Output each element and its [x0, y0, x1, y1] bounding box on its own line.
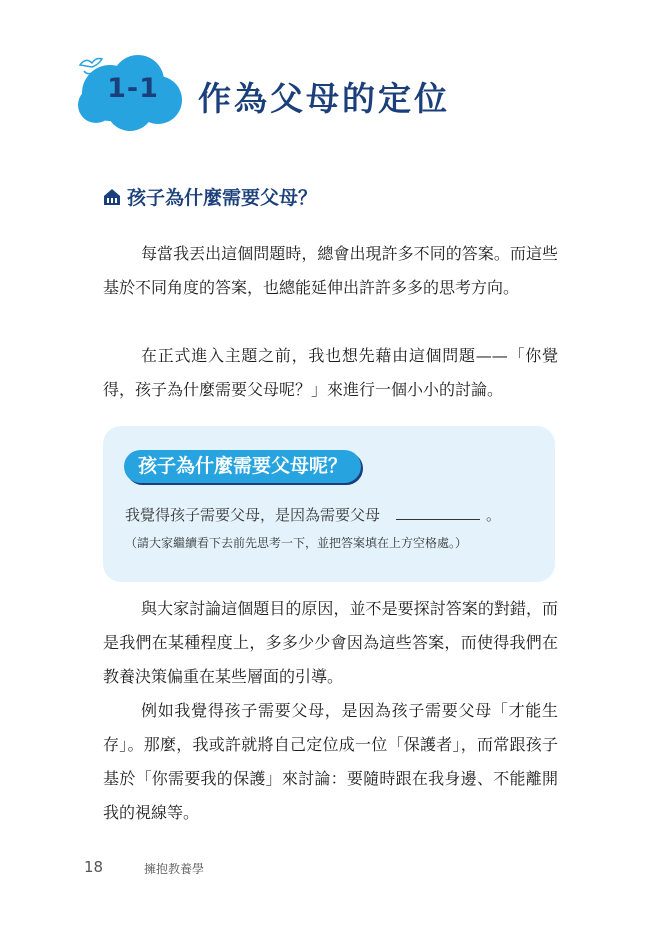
house-icon: [103, 188, 121, 206]
paragraph-4: 例如我覺得孩子需要父母，是因為孩子需要父母「才能生存」。那麼，我或許就將自己定位成一位「保護者」，而常跟孩子基於「你需要我的保護」來討論：要隨時跟在我身邊、不能離開我的視線等。: [103, 701, 558, 822]
paragraph-1: 每當我丟出這個問題時，總會出現許多不同的答案。而這些基於不同角度的答案，也總能延伸出許許多多的思考方向。: [103, 244, 558, 297]
chapter-badge: [70, 45, 190, 135]
question-line: [125, 504, 501, 525]
question-box: [103, 426, 555, 582]
question-text: 我覺得孩子需要父母，是因為需要父母: [125, 506, 381, 524]
question-end-mark: 。: [486, 506, 502, 524]
question-note: （請大家繼續看下去前先思考一下，並把答案填在上方空格處。）: [125, 536, 468, 550]
paragraph-2: 在正式進入主題之前，我也想先藉由這個問題——「你覺得，孩子為什麼需要父母呢？」來進行一個小小的討論。: [103, 346, 558, 399]
answer-blank[interactable]: [396, 505, 480, 520]
paragraph-3: 與大家討論這個題目的原因，並不是要探討答案的對錯，而是我們在某種程度上，多多少少會因為這些答案，而使得我們在教養決策偏重在某些層面的引導。: [103, 599, 558, 686]
chapter-number: 1-1: [107, 73, 159, 104]
question-box-title: 孩子為什麼需要父母呢？: [124, 450, 361, 483]
section-heading-text: 孩子為什麼需要父母？: [127, 187, 318, 209]
section-heading: [103, 183, 317, 210]
book-title: 擁抱教養學: [144, 862, 205, 876]
chapter-title: 作為父母的定位: [198, 79, 450, 118]
page-number: 18: [84, 858, 104, 876]
